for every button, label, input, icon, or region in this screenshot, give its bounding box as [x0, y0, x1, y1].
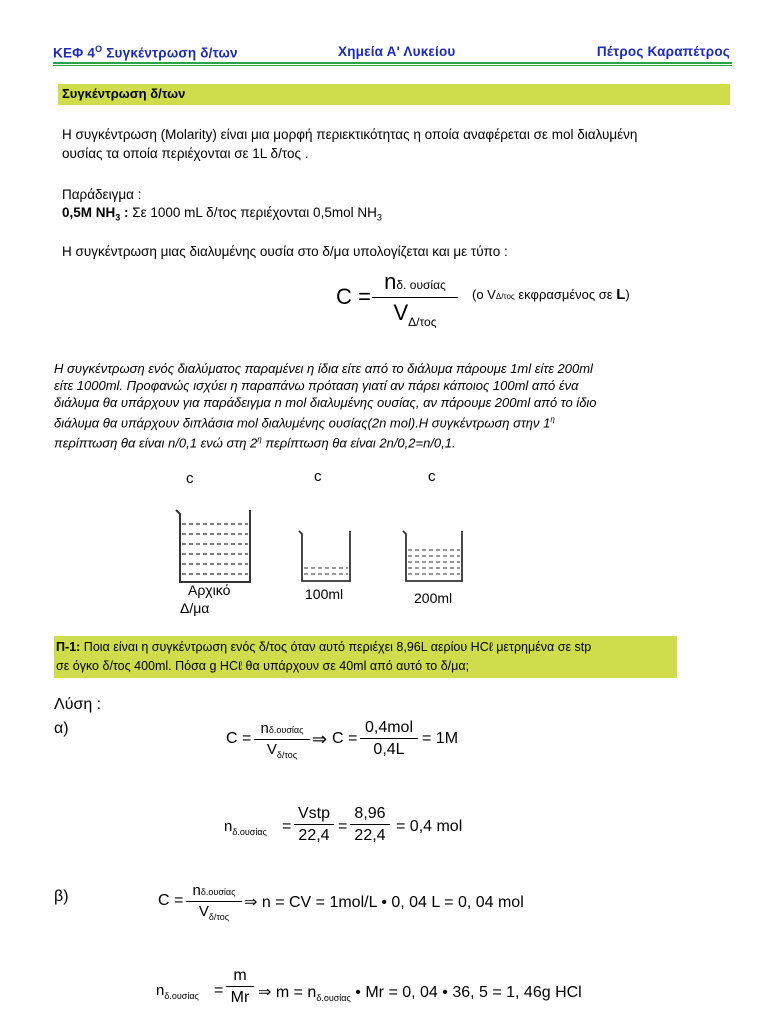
example-line: 0,5M $NH_3$ : Σε 1000 mL δ/τος περιέχονται 0,5mol $NH_3$ — [62, 205, 382, 223]
beaker-100ml-icon — [296, 528, 356, 584]
label-200ml: 200ml — [414, 590, 453, 606]
solution-part-a: α) — [54, 720, 69, 737]
eq4-equals: = — [214, 982, 224, 999]
eq1-arrow: ⇒ — [312, 729, 328, 749]
formula-numerator: nδ. ουσίας — [384, 269, 446, 294]
eq3-fraction: nδ.ουσίας $V_{\delta/\tau o\varsigma}$ — [186, 882, 242, 927]
beaker-initial-icon — [170, 504, 258, 586]
eq2-fraction-1: Vstp 22,4 — [294, 804, 334, 847]
eq2-equals-1: = — [282, 818, 292, 835]
main-formula-fraction — [372, 270, 458, 337]
formula-lhs: C = — [336, 284, 371, 309]
formula-denominator: $V_{\Delta/\tau o\varsigma}$ — [393, 300, 437, 329]
definition-line-1: Η συγκέντρωση (Molarity) είναι μια μορφή περιεκτικότητας η οποία αναφέρεται σε mol διαλυμένη — [62, 127, 638, 142]
eq1-fraction-1: nδ.ουσίας $V_{\delta/\tau o\varsigma}$ — [254, 720, 310, 765]
eq3-rest: ⇒ n = CV = 1mol/L • 0, 04 L = 0, 04 mol — [244, 894, 524, 911]
problem-line-2: σε όγκο δ/τος 400ml. Πόσα g HCℓ θα υπάρχουν σε 40ml από αυτό το δ/μα; — [56, 659, 470, 673]
section-title: Συγκέντρωση δ/των — [62, 86, 186, 101]
eq2-n: $n_{\delta.o\upsilon\sigma ί\alpha\varsigma}$ — [224, 818, 267, 837]
eq1-c: C = — [226, 730, 252, 747]
formula-note: (ο VΔ/τος εκφρασμένος σε L) — [472, 286, 630, 303]
problem-band — [54, 636, 677, 678]
example-label: Παράδειγμα : — [62, 187, 142, 202]
header-left: ΚΕΦ $4^O$ Συγκέντρωση δ/των — [53, 44, 238, 61]
eq4-fraction: m Mr — [226, 966, 254, 1009]
definition-line-2: ουσίας τα οποία περιέχονται σε 1L δ/τος . — [62, 146, 309, 161]
concentration-label-1: c — [186, 470, 194, 487]
header-divider-thin — [53, 65, 732, 66]
label-100ml: 100ml — [305, 586, 344, 602]
solution-part-b: β) — [54, 888, 69, 905]
header-divider — [53, 62, 732, 64]
explanation-paragraph: Η συγκέντρωση ενός διαλύματος παραμένει η ίδια είτε από το διάλυμα πάρουμε 1ml είτε 200ml είτε 1000ml. Προφανώς ισχύει η παραπάνω πρόταση γιατί αν πάρει κάποιος 100ml από ένα διάλυμα θα υπάρχουν για παράδειγμα n mol διαλυμένης ουσίας, αν πάρουμε 200ml από το ίδιο διάλυμα θα υπάρχουν διπλάσια mol διαλυμένης ουσίας(2n mol).Η συγκέντρωση στην $1^\eta$ περίπτωση θα είναι n/0,1 ενώ στη $2^\eta$ περίπτωση θα είναι 2n/0,2=n/0,1. — [54, 361, 597, 451]
eq4-n: $n_{\delta.o\upsilon\sigma ί\alpha\varsigma}$ — [156, 982, 199, 1001]
eq2-equals-2: = — [338, 818, 348, 835]
problem-line-1: Π-1: Ποια είναι η συγκέντρωση ενός δ/τος όταν αυτό περιέχει 8,96L αερίου HCℓ μετρημένα σε stp — [56, 640, 592, 654]
label-initial-solution-1: Αρχικό — [188, 582, 231, 598]
concentration-label-2: c — [314, 468, 322, 485]
beaker-200ml-icon — [400, 528, 466, 584]
eq1-c2: C = — [332, 730, 358, 747]
formula-intro: Η συγκέντρωση μιας διαλυμένης ουσία στο δ/μα υπολογίζεται και με τύπο : — [62, 244, 508, 259]
eq2-result: = 0,4 mol — [396, 818, 463, 835]
eq4-rest: ⇒ $m = n_{\delta.o\upsilon\sigma ί\alpha\varsigma}$ • Mr = 0, 04 • 36, 5 = 1, 46g HCl — [258, 984, 582, 1003]
concentration-label-3: c — [428, 468, 436, 485]
label-initial-solution-2: Δ/μα — [180, 600, 210, 616]
eq2-fraction-2: 8,96 22,4 — [350, 804, 390, 847]
eq1-result: = 1M — [422, 730, 459, 747]
eq1-fraction-2: 0,4mol 0,4L — [360, 718, 418, 761]
eq3-c: C = — [158, 892, 184, 909]
section-title-band — [58, 84, 730, 105]
header-center: Χημεία Α' Λυκείου — [338, 44, 456, 59]
header-right: Πέτρος Καραπέτρος — [596, 44, 730, 59]
solution-label: Λύση : — [54, 696, 102, 713]
